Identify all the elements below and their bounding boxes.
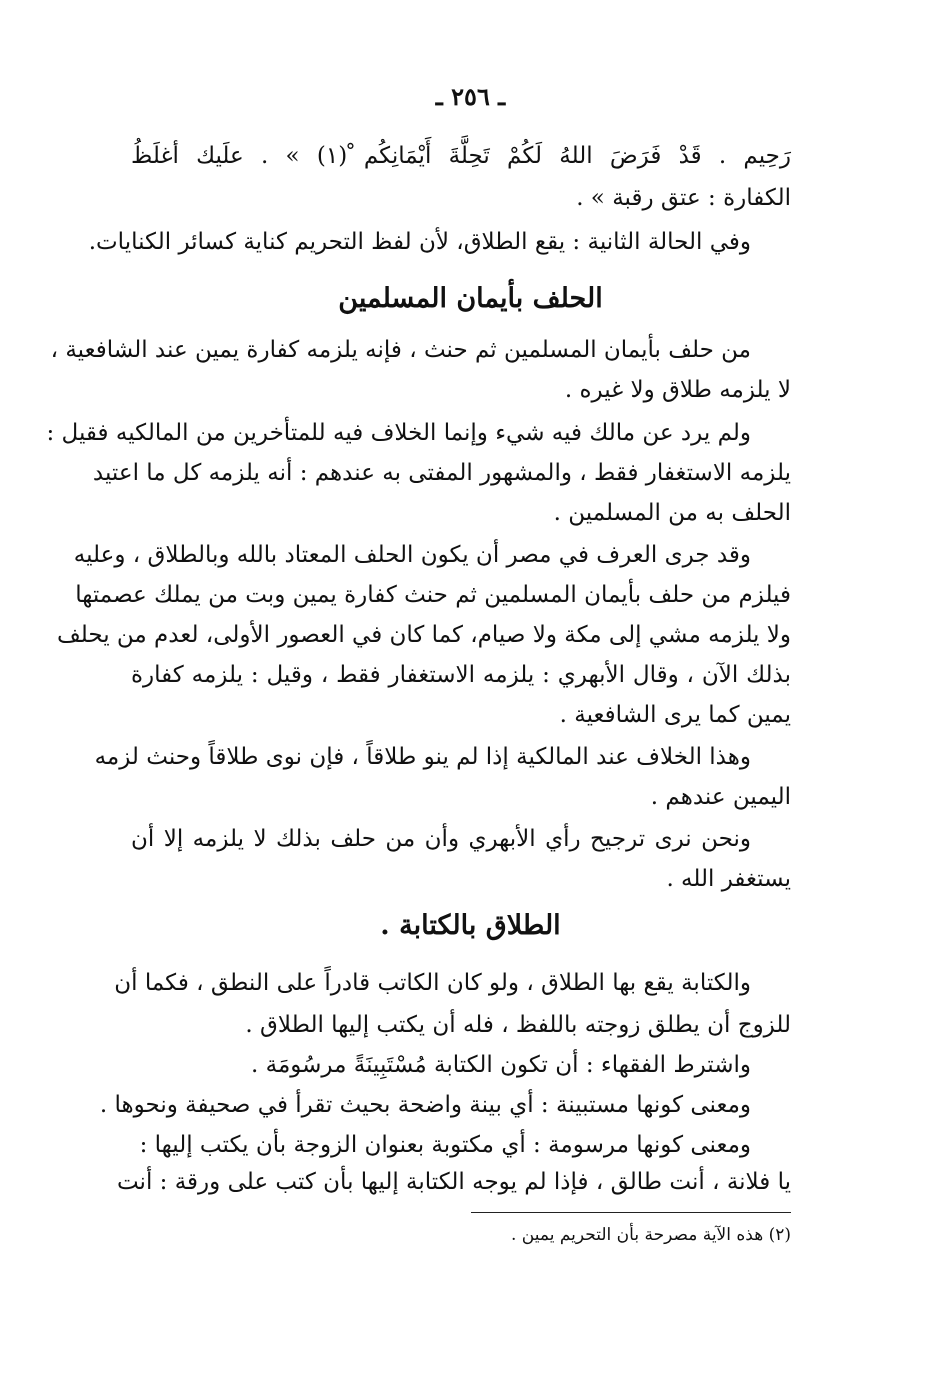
text-line: فيلزم من حلف بأيمان المسلمين ثم حنث كفارة يمين وبت من يملك عصمتها <box>75 582 791 608</box>
section-heading: الطلاق بالكتابة . <box>380 910 561 941</box>
page-number: ـ ٢٥٦ ـ <box>435 82 506 111</box>
text-line: وهذا الخلاف عند المالكية إذا لم ينو طلاقاً ، فإن نوى طلاقاً وحنث لزمه <box>94 744 751 770</box>
text-line: رَحِيم . قَدْ فَرَضَ اللهُ لَكُمْ تَحِلَّةَ أَيْمَانِكُم ْ(١) » . علَيك أغلَظُ <box>131 143 791 169</box>
footnote-rule <box>471 1212 791 1213</box>
text-line: وقد جرى العرف في مصر أن يكون الحلف المعتاد بالله وبالطلاق ، وعليه <box>73 542 751 568</box>
text-line: من حلف بأيمان المسلمين ثم حنث ، فإنه يلزمه كفارة يمين عند الشافعية ، <box>50 337 751 363</box>
text-line: ومعنى كونها مستبينة : أي بينة واضحة بحيث تقرأ في صحيفة ونحوها . <box>99 1092 751 1118</box>
text-line: وفي الحالة الثانية : يقع الطلاق، لأن لفظ التحريم كناية كسائر الكنايات. <box>88 229 751 255</box>
text-line: يمين كما يرى الشافعية . <box>559 702 791 728</box>
text-line: اليمين عندهم . <box>650 784 791 810</box>
text-line: لا يلزمه طلاق ولا غيره . <box>564 377 791 403</box>
text-line: ونحن نرى ترجيح رأي الأبهري وأن من حلف بذلك لا يلزمه إلا أن <box>131 826 751 852</box>
text-line: يا فلانة ، أنت طالق ، فإذا لم يوجه الكتابة إليها بأن كتب على ورقة : أنت <box>116 1169 791 1195</box>
text-line: والكتابة يقع بها الطلاق ، ولو كان الكاتب قادراً على النطق ، فكما أن <box>114 970 751 996</box>
text-line: يستغفر الله . <box>666 866 791 892</box>
text-line: واشترط الفقهاء : أن تكون الكتابة مُسْتَبِينَةً مرسُومَة . <box>251 1052 751 1078</box>
text-line: ولا يلزمه مشي إلى مكة ولا صيام، كما كان في العصور الأولى، لعدم من يحلف <box>56 622 791 648</box>
text-line: ومعنى كونها مرسومة : أي مكتوبة بعنوان الزوجة بأن يكتب إليها : <box>139 1132 751 1158</box>
text-line: الكفارة : عتق رقبة » . <box>576 185 791 211</box>
text-line: للزوج أن يطلق زوجته باللفظ ، فله أن يكتب إليها الطلاق . <box>245 1012 791 1038</box>
text-line: ولم يرد عن مالك فيه شيء وإنما الخلاف فيه للمتأخرين من المالكيه فقيل : <box>46 420 751 446</box>
text-line: يلزمه الاستغفار فقط ، والمشهور المفتى به عندهم : أنه يلزمه كل ما اعتيد <box>92 460 791 486</box>
text-line: الحلف به من المسلمين . <box>553 500 791 526</box>
section-heading: الحلف بأيمان المسلمين <box>338 283 603 314</box>
text-line: بذلك الآن ، وقال الأبهري : يلزمه الاستغفار فقط ، وقيل : يلزمه كفارة <box>131 662 791 688</box>
footnote: (٢) هذه الآية مصرحة بأن التحريم يمين . <box>510 1225 791 1245</box>
